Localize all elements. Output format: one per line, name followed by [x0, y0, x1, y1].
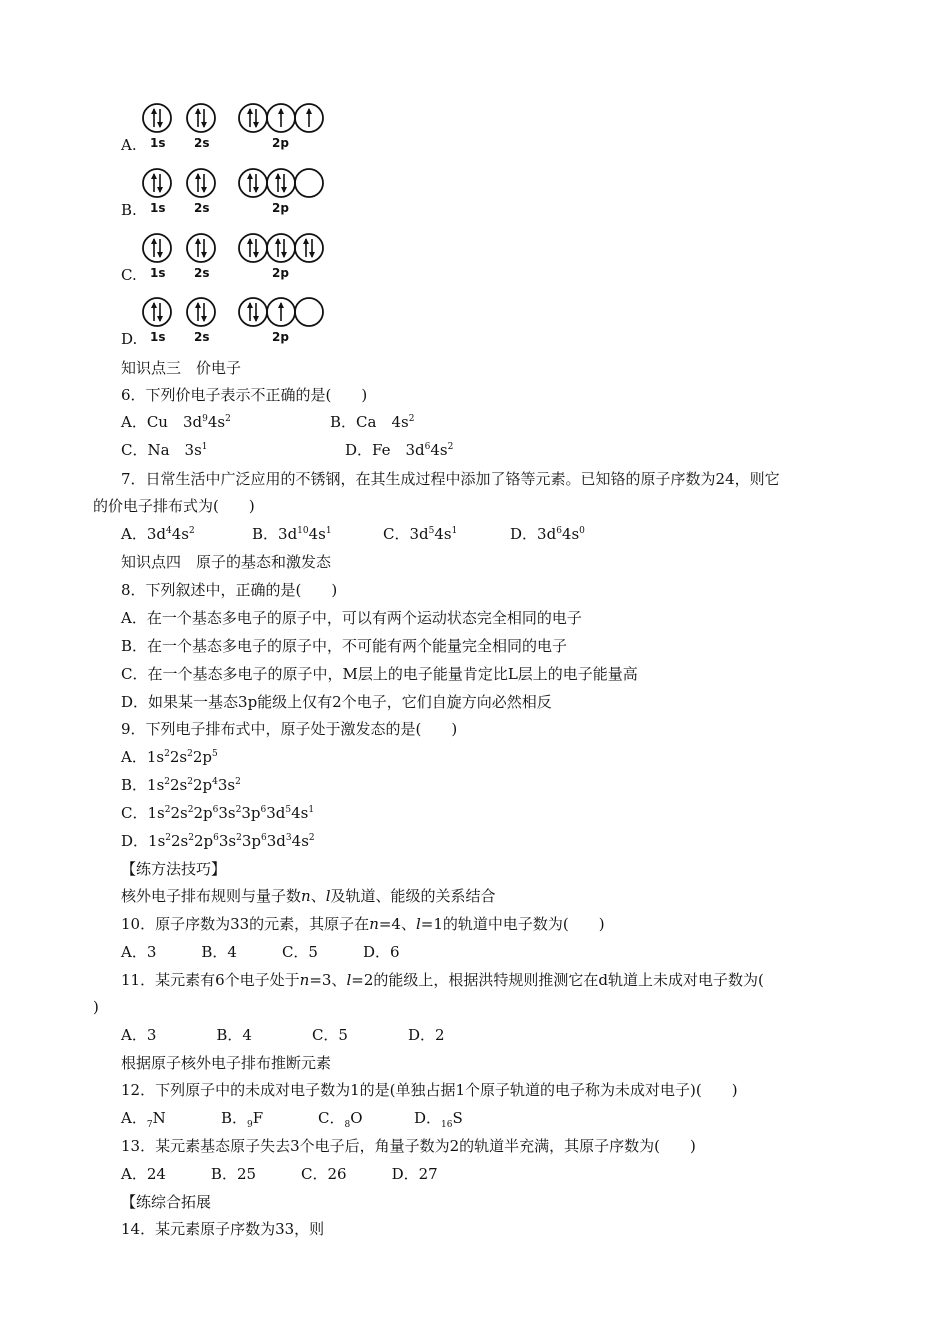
q13-options: A．24 B．25 C．26 D．27: [121, 1165, 438, 1183]
electron-count: 2: [187, 749, 193, 759]
q9-option-a: [121, 747, 218, 767]
2p-orbital: [239, 298, 267, 326]
electron-count: 5: [211, 749, 218, 759]
arrow-head: [201, 252, 207, 258]
section-title-valence: 知识点三 价电子: [121, 359, 242, 377]
arrow-head: [195, 238, 201, 244]
electron-count: 2: [164, 777, 171, 787]
arrow-head: [151, 108, 157, 114]
subshell: 3s: [217, 776, 236, 794]
orbital-circle: [267, 234, 295, 262]
arrow-head: [247, 173, 253, 179]
arrow-head: [309, 252, 315, 258]
arrow-head: [201, 316, 207, 322]
subshell: 3s: [218, 832, 237, 850]
1s-orbital: [143, 234, 171, 262]
arrow-head: [201, 187, 207, 193]
option-letter: D．: [121, 832, 149, 850]
orbital-label: 2s: [194, 330, 210, 344]
q12-option-d: D．$_{16}$S: [414, 1109, 463, 1130]
electron-count: 2: [308, 833, 315, 843]
2p-orbital: [267, 169, 295, 197]
q9-option-c: [121, 803, 314, 823]
2s-orbital: [187, 234, 215, 262]
electron-count: 4: [212, 777, 218, 787]
orbital-option-letter: A.: [121, 136, 137, 154]
1s-orbital: [143, 298, 171, 326]
question-14: 14．某元素原子序数为33，则: [121, 1220, 325, 1238]
arrow-head: [157, 187, 163, 193]
2p-orbital: [267, 234, 295, 262]
question-8: 8．下列叙述中，正确的是( ): [121, 581, 338, 599]
orbital-label: 1s: [150, 330, 166, 344]
orbital-circle: [239, 169, 267, 197]
orbital-option-letter: D.: [121, 330, 138, 348]
electron-count: 3: [285, 833, 292, 843]
electron-count: 2: [187, 777, 193, 787]
q12-option-b: B．$_9$F: [221, 1109, 264, 1130]
orbital-label: 1s: [150, 136, 166, 150]
orbital-circle: [239, 234, 267, 262]
orbital-circle: [295, 234, 323, 262]
arrow-head: [157, 252, 163, 258]
orbital-label: 2s: [194, 266, 210, 280]
q8-option-a: A．在一个基态多电子的原子中，可以有两个运动状态完全相同的电子: [121, 609, 582, 627]
subshell: 2s: [170, 804, 188, 822]
q8-option-d: D．如果某一基态3p能级上仅有2个电子，它们自旋方向必然相反: [121, 693, 552, 711]
subshell: 4s: [291, 804, 309, 822]
orbital-circle: [143, 104, 171, 132]
orbital-circle: [187, 104, 215, 132]
orbital-label: 2s: [194, 201, 210, 215]
orbital-circle: [295, 298, 323, 326]
electron-count: 2: [164, 805, 171, 815]
question-11-cont: ): [93, 998, 99, 1016]
electron-count: 6: [213, 833, 219, 843]
arrow-head: [253, 122, 259, 128]
electron-count: 5: [285, 805, 292, 815]
2s-orbital: [187, 298, 215, 326]
2s-orbital: [187, 104, 215, 132]
q12-option-c: C．$_8$O: [318, 1109, 363, 1130]
electron-count: 2: [165, 833, 172, 843]
orbital-circle: [295, 169, 323, 197]
option-letter: C．: [121, 804, 148, 822]
q7-option-b: B．$3d^{10}4s^1$: [252, 525, 332, 543]
arrow-head: [253, 316, 259, 322]
electron-count: 1: [308, 805, 315, 815]
option-letter: B．: [121, 776, 148, 794]
arrow-head: [253, 187, 259, 193]
question-12: 12．下列原子中的未成对电子数为1的是(单独占据1个原子轨道的电子称为未成对电子)( ): [121, 1081, 738, 1099]
orbital-circle: [267, 169, 295, 197]
subshell: 2s: [170, 776, 188, 794]
q11-options: A．3 B．4 C．5 D．2: [121, 1026, 445, 1044]
subshell: 2p: [194, 832, 214, 850]
q6-option-a: A．Cu $3d^94s^2$: [121, 413, 231, 431]
orbital-label: 2p: [272, 330, 289, 344]
q9-option-b: [121, 775, 241, 795]
subshell: 3s: [218, 804, 236, 822]
orbital-option-letter: B.: [121, 201, 137, 219]
2s-orbital: [187, 169, 215, 197]
arrow-head: [195, 108, 201, 114]
orbital-label: 1s: [150, 201, 166, 215]
orbital-circle: [187, 169, 215, 197]
arrow-head: [157, 122, 163, 128]
orbital-circle: [143, 169, 171, 197]
q12-option-a: A．$_7$N: [121, 1109, 166, 1130]
orbital-circle: [143, 298, 171, 326]
orbital-label: 2p: [272, 136, 289, 150]
subshell: 1s: [147, 776, 165, 794]
orbital-label: 2p: [272, 266, 289, 280]
section-heading-methods: 【练方法技巧】: [121, 860, 227, 878]
q6-option-c: C．Na $3s^1$: [121, 441, 208, 459]
electron-count: 2: [235, 777, 241, 787]
electron-count: 2: [164, 749, 170, 759]
electron-count: 6: [212, 805, 219, 815]
question-7-line1: 7．日常生活中广泛应用的不锈钢，在其生成过程中添加了铬等元素。已知铬的原子序数为24，则它: [121, 470, 780, 488]
subshell: 2s: [171, 832, 189, 850]
orbital-diagram: [138, 167, 338, 201]
section-title-states: 知识点四 原子的基态和激发态: [121, 553, 332, 571]
section-heading-extension: 【练综合拓展: [121, 1193, 212, 1211]
arrow-head: [247, 302, 253, 308]
option-letter: A．: [121, 748, 147, 766]
arrow-head: [247, 108, 253, 114]
orbital-circle: [187, 234, 215, 262]
q7-option-a: A．$3d^44s^2$: [121, 525, 195, 543]
question-10: 10．原子序数为33的元素，其原子在n=4、l=1的轨道中电子数为( ): [121, 915, 605, 933]
orbital-label: 2p: [272, 201, 289, 215]
q6-option-d: D．Fe $3d^64s^2$: [345, 441, 454, 459]
arrow-head: [275, 173, 281, 179]
q10-options: A．3 B．4 C．5 D．6: [121, 943, 400, 961]
electron-count: 2: [188, 833, 194, 843]
arrow-head: [151, 302, 157, 308]
subshell: 1s: [146, 748, 165, 766]
arrow-head: [157, 316, 163, 322]
subshell: 2p: [193, 776, 213, 794]
arrow-head: [151, 238, 157, 244]
question-9: 9．下列电子排布式中，原子处于激发态的是( ): [121, 720, 458, 738]
subshell: 3p: [241, 832, 262, 850]
question-7-line2: 的价电子排布式为( ): [93, 497, 255, 515]
electron-count: 2: [187, 805, 194, 815]
orbital-circle: [239, 298, 267, 326]
subshell: 4s: [291, 832, 309, 850]
arrow-head: [195, 173, 201, 179]
2p-orbital: [239, 104, 267, 132]
orbital-label: 1s: [150, 266, 166, 280]
arrow-head: [247, 238, 253, 244]
arrow-head: [281, 252, 287, 258]
subshell: 2p: [193, 804, 213, 822]
orbital-circle: [187, 298, 215, 326]
q6-option-b: B．Ca $4s^2$: [330, 413, 415, 431]
1s-orbital: [143, 169, 171, 197]
arrow-head: [195, 302, 201, 308]
topic-infer-element: 根据原子核外电子排布推断元素: [121, 1054, 332, 1072]
orbital-diagram: [138, 102, 338, 136]
subshell: 1s: [147, 804, 165, 822]
2p-orbital: [239, 169, 267, 197]
subshell: 2p: [192, 748, 212, 766]
arrow-head: [201, 122, 207, 128]
orbital-circle: [143, 234, 171, 262]
subshell: 3p: [241, 804, 261, 822]
arrow-head: [278, 108, 284, 114]
orbital-option-letter: C.: [121, 266, 137, 284]
arrow-head: [278, 302, 284, 308]
2p-orbital: [295, 298, 323, 326]
question-6: 6．下列价电子表示不正确的是( ): [121, 386, 368, 404]
electron-count: 6: [260, 805, 267, 815]
topic-quantum-numbers: 核外电子排布规则与量子数n、l及轨道、能级的关系结合: [121, 887, 496, 905]
orbital-label: 2s: [194, 136, 210, 150]
arrow-head: [281, 187, 287, 193]
question-11: 11．某元素有6个电子处于n=3、l=2的能级上，根据洪特规则推测它在d轨道上未成对电子数为(: [121, 971, 764, 989]
q8-option-c: C．在一个基态多电子的原子中，M层上的电子能量肯定比L层上的电子能量高: [121, 665, 638, 683]
arrow-head: [253, 252, 259, 258]
q9-option-d: [121, 831, 315, 851]
orbital-circle: [239, 104, 267, 132]
2p-orbital: [239, 234, 267, 262]
subshell: 1s: [148, 832, 166, 850]
1s-orbital: [143, 104, 171, 132]
2p-orbital: [267, 104, 295, 132]
electron-count: 2: [235, 805, 242, 815]
2p-orbital: [295, 104, 323, 132]
subshell: 3d: [266, 804, 286, 822]
orbital-diagram: [138, 232, 338, 266]
arrow-head: [151, 173, 157, 179]
arrow-head: [306, 108, 312, 114]
electron-count: 6: [261, 833, 267, 843]
orbital-diagram: [138, 296, 338, 330]
q8-option-b: B．在一个基态多电子的原子中，不可能有两个能量完全相同的电子: [121, 637, 568, 655]
subshell: 3d: [266, 832, 286, 850]
2p-orbital: [267, 298, 295, 326]
q7-option-d: D．$3d^64s^0$: [510, 525, 585, 543]
2p-orbital: [295, 234, 323, 262]
arrow-head: [275, 238, 281, 244]
2p-orbital: [295, 169, 323, 197]
question-13: 13．某元素基态原子失去3个电子后，角量子数为2的轨道半充满，其原子序数为( ): [121, 1137, 696, 1155]
q7-option-c: C．$3d^54s^1$: [383, 525, 458, 543]
electron-count: 2: [236, 833, 242, 843]
arrow-head: [303, 238, 309, 244]
subshell: 2s: [169, 748, 188, 766]
